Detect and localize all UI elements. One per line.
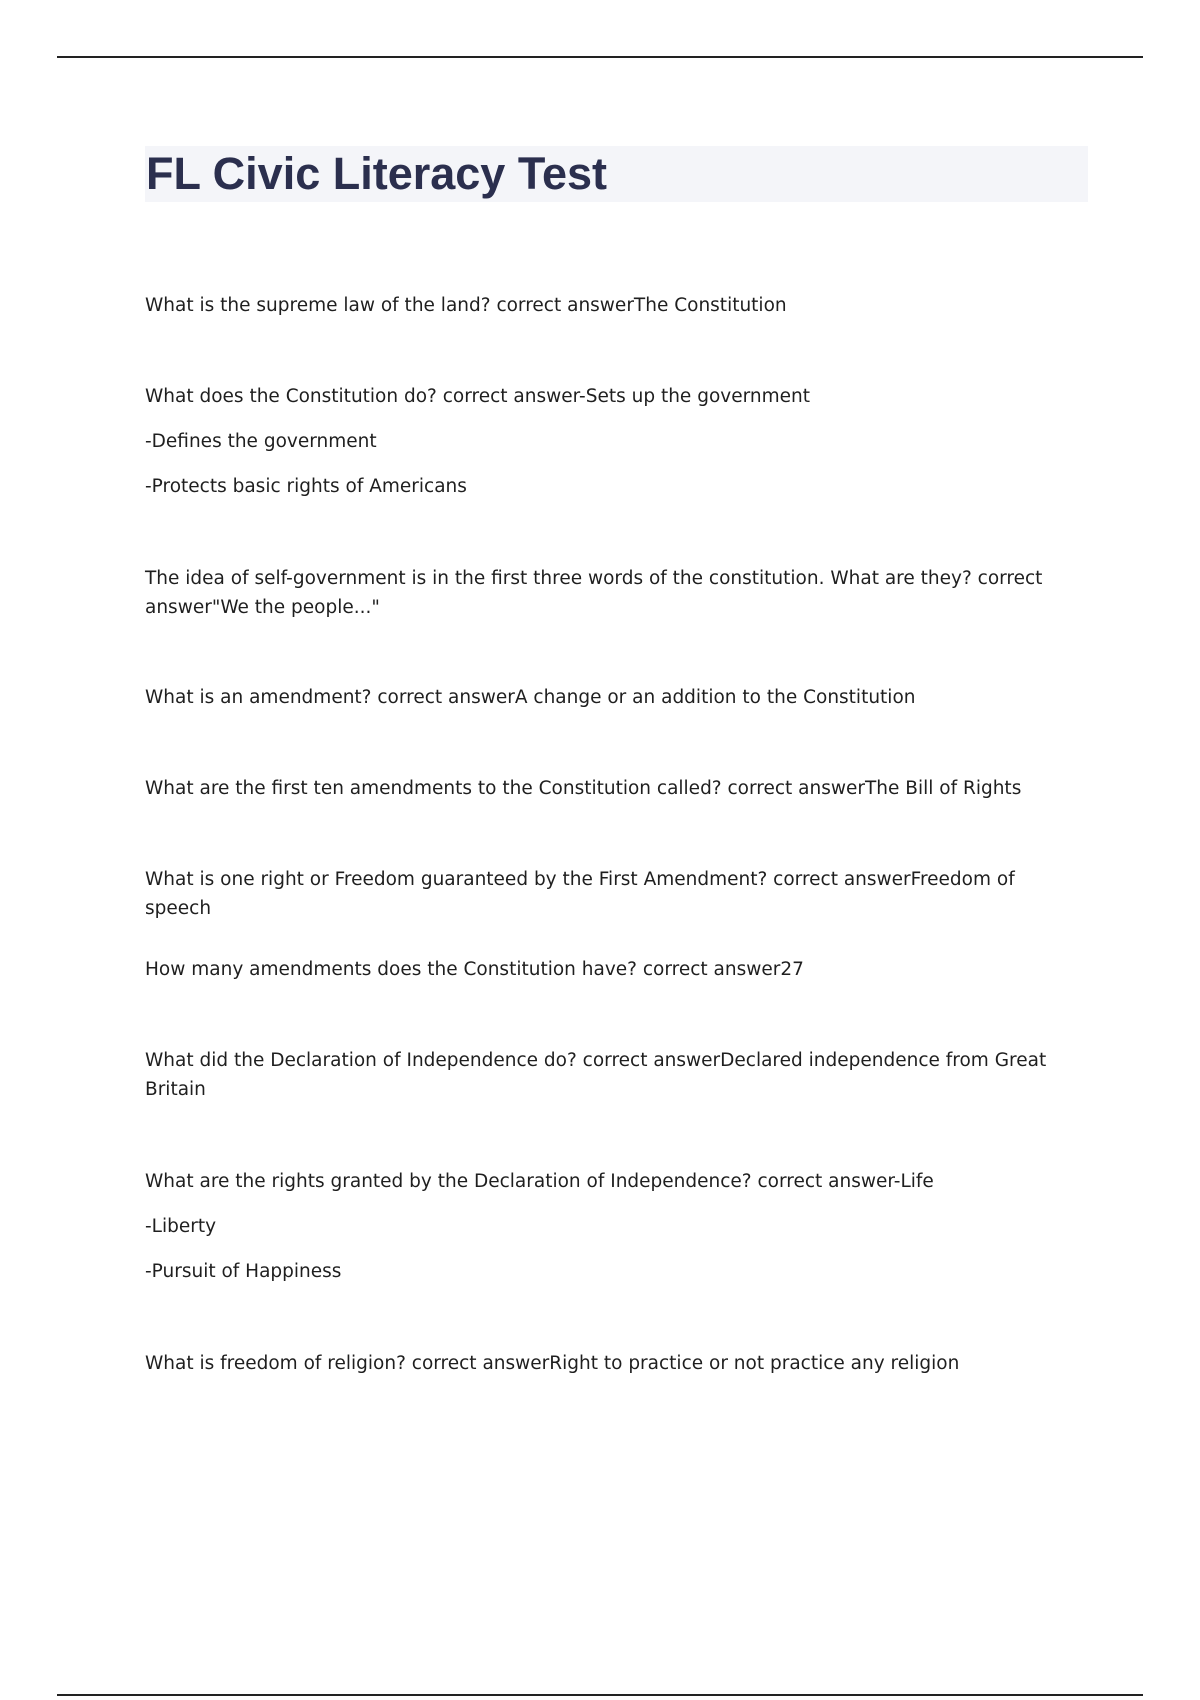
qa-text: What is one right or Freedom guaranteed by the First Amendment? correct answerFreedom of speech bbox=[145, 869, 1015, 919]
page-title: FL Civic Literacy Test bbox=[146, 148, 608, 199]
qa-text: What did the Declaration of Independence do? correct answerDeclared independence from Great Britain bbox=[145, 1050, 1047, 1100]
qa-text: How many amendments does the Constitution have? correct answer27 bbox=[145, 959, 804, 980]
qa-item-2 bbox=[145, 382, 1075, 501]
qa-item-5 bbox=[145, 774, 1075, 803]
qa-item-3 bbox=[145, 564, 1075, 622]
bottom-divider bbox=[57, 1694, 1143, 1696]
qa-text: What is the supreme law of the land? correct answerThe Constitution bbox=[145, 295, 787, 316]
qa-text: The idea of self-government is in the first three words of the constitution. What are they? correct answer"We the people..." bbox=[145, 568, 1043, 618]
qa-text: What is an amendment? correct answerA change or an addition to the Constitution bbox=[145, 687, 916, 708]
qa-answer-line: -Defines the government bbox=[145, 431, 377, 452]
qa-text: What are the first ten amendments to the Constitution called? correct answerThe Bill of Rights bbox=[145, 778, 1022, 799]
qa-answer-line: -Liberty bbox=[145, 1216, 217, 1237]
qa-answer-line: -Pursuit of Happiness bbox=[145, 1261, 342, 1282]
qa-item-8 bbox=[145, 1046, 1075, 1104]
qa-item-4 bbox=[145, 683, 1075, 712]
top-divider bbox=[57, 56, 1143, 58]
qa-item-7 bbox=[145, 955, 1075, 984]
qa-text: What does the Constitution do? correct answer-Sets up the government bbox=[145, 386, 810, 407]
qa-item-6 bbox=[145, 865, 1075, 923]
qa-answer-line: -Protects basic rights of Americans bbox=[145, 476, 467, 497]
qa-text: What is freedom of religion? correct answerRight to practice or not practice any religion bbox=[145, 1353, 960, 1374]
qa-item-1 bbox=[145, 291, 1075, 320]
qa-item-9 bbox=[145, 1167, 1075, 1286]
qa-item-10 bbox=[145, 1349, 1075, 1378]
qa-text: What are the rights granted by the Declaration of Independence? correct answer-Life bbox=[145, 1171, 934, 1192]
